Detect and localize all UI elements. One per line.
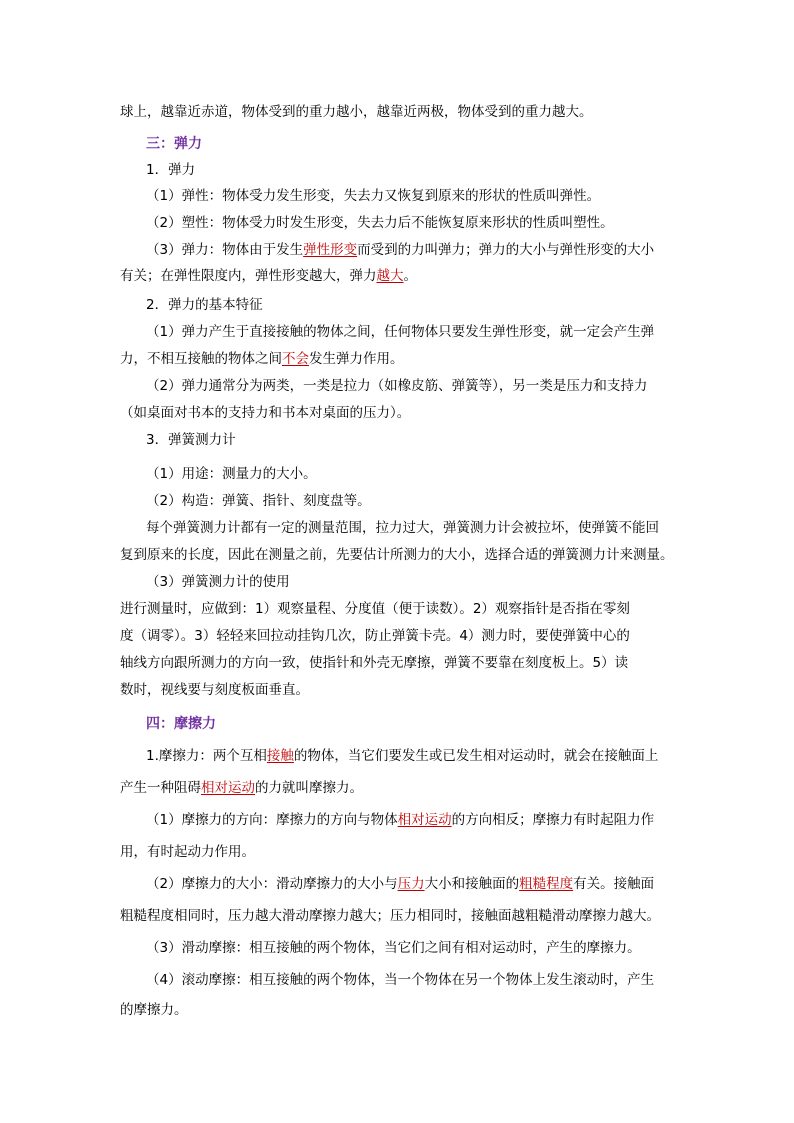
paragraph-friction-def-cont [120,778,363,798]
text-segment: 的力就叫摩擦力。 [255,780,363,796]
text-segment: （1）摩擦力的方向：摩擦力的方向与物体 [146,812,398,828]
highlighted-term: 越大 [376,268,404,284]
highlighted-term: 压力 [397,876,425,892]
paragraph-measuring-range-cont: 复到原来的长度，因此在测量之前，先要估计所测力的大小，选择合适的弹簧测力计来测量。 [120,547,674,563]
text-segment: 有关。接触面 [573,876,655,892]
text-segment: 而受到的力叫弹力；弹力的大小与弹性形变的大小 [357,242,655,258]
paragraph-plasticity: （2）塑性：物体受力时发生形变，失去力后不能恢复原来形状的性质叫塑性。 [146,215,614,231]
highlighted-term: 粗糙程度 [519,876,574,892]
paragraph-measuring-range: 每个弹簧测力计都有一定的测量范围，拉力过大，弹簧测力计会被拉坏，使弹簧不能回 [146,520,659,536]
highlighted-term: 弹性形变 [303,242,358,258]
paragraph-friction-def [146,746,658,766]
text-segment: （2）摩擦力的大小：滑动摩擦力的大小与 [146,876,398,892]
text-segment: 。 [403,268,417,284]
paragraph-usage-steps-cont3: 数时，视线要与刻度板面垂直。 [120,682,309,698]
text-segment: （3）弹力：物体由于发生 [146,242,304,258]
paragraph-friction-magnitude [146,874,654,894]
paragraph-friction-direction [146,810,654,830]
paragraph-elasticity: （1）弹性：物体受力发生形变，失去力又恢复到原来的形状的性质叫弹性。 [146,188,601,204]
paragraph-usage-title: （3）弹簧测力计的使用 [146,574,290,590]
paragraph-friction-magnitude-cont: 粗糙程度相同时，压力越大滑动摩擦力越大；压力相同时，接触面越粗糙滑动摩擦力越大。 [120,908,660,924]
text-segment: 大小和接触面的 [424,876,520,892]
paragraph-usage-steps-cont2: 轴线方向跟所测力的方向一致，使指针和外壳无摩擦，弹簧不要靠在刻度板上。5）读 [120,655,629,671]
subsection-title-basic-features: 2．弹力的基本特征 [146,297,263,313]
text-segment: 的物体，当它们要发生或已发生相对运动时，就会在接触面上 [293,748,659,764]
subsection-title-spring-scale: 3．弹簧测力计 [146,432,236,448]
highlighted-term: 相对运动 [201,780,255,796]
section-heading-elastic-force: 三：弹力 [146,136,202,152]
paragraph-sliding-friction: （3）滑动摩擦：相互接触的两个物体，当它们之间有相对运动时，产生的摩擦力。 [146,940,641,956]
highlighted-term: 相对运动 [397,812,452,828]
paragraph-rolling-friction: （4）滚动摩擦：相互接触的两个物体，当一个物体在另一个物体上发生滚动时，产生 [146,972,655,988]
text-segment: 1.摩擦力：两个互相 [146,748,267,764]
paragraph-elastic-force-def [146,240,654,260]
paragraph-contact-force: （1）弹力产生于直接接触的物体之间，任何物体只要发生弹性形变，就一定会产生弹 [146,324,655,340]
text-segment: 发生弹力作用。 [309,351,404,367]
highlighted-term: 不会 [282,351,309,367]
paragraph-rolling-friction-cont: 的摩擦力。 [120,1002,188,1018]
paragraph-contact-force-cont [120,349,404,369]
highlighted-term: 接触 [266,748,294,764]
text-segment: 力，不相互接触的物体之间 [120,351,282,367]
text-segment: 有关；在弹性限度内，弹性形变越大，弹力 [120,268,377,284]
paragraph-structure: （2）构造：弹簧、指针、刻度盘等。 [146,493,371,509]
paragraph-elastic-force-def-cont [120,266,417,286]
subsection-title-elastic-force: 1．弹力 [146,162,196,178]
paragraph-usage-steps: 进行测量时，应做到：1）观察量程、分度值（便于读数）。2）观察指针是否指在零刻 [120,601,630,617]
section-heading-friction: 四：摩擦力 [146,716,216,732]
paragraph-force-types: （2）弹力通常分为两类，一类是拉力（如橡皮筋、弹簧等），另一类是压力和支持力 [146,378,648,394]
paragraph-friction-direction-cont: 用，有时起动力作用。 [120,844,255,860]
intro-line: 球上，越靠近赤道，物体受到的重力越小，越靠近两极，物体受到的重力越大。 [120,104,593,120]
paragraph-force-types-cont: （如桌面对书本的支持力和书本对桌面的压力）。 [120,405,411,421]
paragraph-use: （1）用途：测量力的大小。 [146,466,317,482]
text-segment: 产生一种阻碍 [120,780,201,796]
paragraph-usage-steps-cont1: 度（调零）。3）轻轻来回拉动挂钩几次，防止弹簧卡壳。4）测力时，要使弹簧中心的 [120,628,630,644]
text-segment: 的方向相反；摩擦力有时起阻力作 [451,812,655,828]
